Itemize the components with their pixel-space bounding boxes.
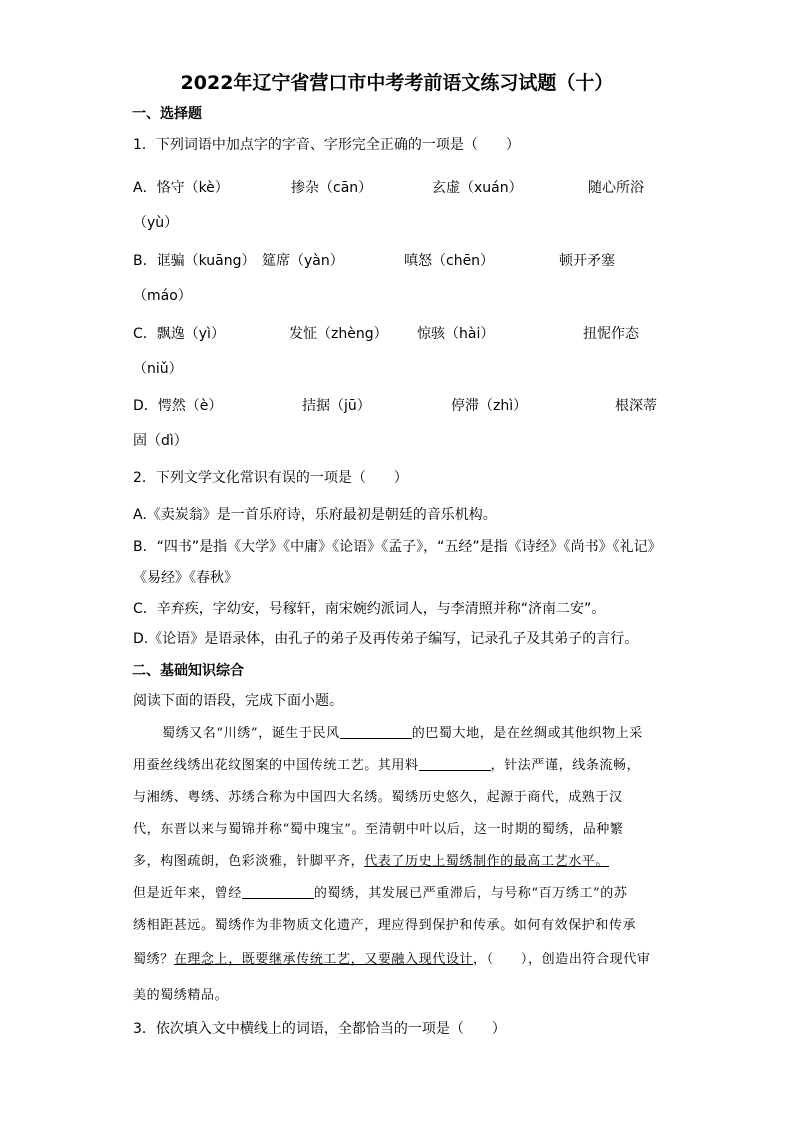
passage-line-6 bbox=[133, 882, 628, 901]
passage-line-8 bbox=[133, 948, 650, 967]
passage-text: 蜀绣又名“川绣”，诞生于民风 bbox=[162, 726, 340, 741]
passage-line-7: 绣相距甚远。蜀绣作为非物质文化遗产，理应得到保护和传承。如何有效保护和传承 bbox=[133, 918, 637, 933]
q1-option-a-2: 掺杂（cān） bbox=[291, 180, 373, 196]
passage-text: 多，构图疏朗，色彩淡雅，针脚平齐， bbox=[133, 854, 365, 869]
q1-option-c-2: 发怔（zhèng） bbox=[289, 326, 388, 342]
q1-option-b-3: 嗔怒（chēn） bbox=[404, 253, 495, 269]
passage-text: 蜀绣？ bbox=[133, 952, 174, 967]
q2-option-c: C．辛弃疾，字幼安，号稼轩，南宋婉约派词人，与李清照并称“济南二安”。 bbox=[133, 601, 606, 617]
fill-blank-1 bbox=[340, 724, 412, 739]
fill-blank-3 bbox=[242, 884, 314, 899]
fill-blank-2 bbox=[419, 756, 491, 771]
q1-option-c-5: （niǔ） bbox=[133, 361, 183, 377]
q1-option-a-3: 玄虚（xuán） bbox=[432, 180, 523, 196]
q1-option-d-4: 根深蒂 bbox=[615, 398, 657, 414]
passage-line-3: 与湘绣、粤绣、苏绣合称为中国四大名绣。蜀绣历史悠久，起源于商代，成熟于汉 bbox=[133, 790, 623, 805]
passage-text: 的巴蜀大地，是在丝绸或其他织物上采 bbox=[411, 726, 643, 741]
question-3-stem: 3．依次填入文中横线上的词语，全都恰当的一项是（ ） bbox=[133, 1021, 506, 1037]
question-1-stem: 1．下列词语中加点字的字音、字形完全正确的一项是（ ） bbox=[133, 137, 520, 153]
q1-option-b-2: 筵席（yàn） bbox=[262, 253, 344, 269]
q1-option-d-2: 拮据（jū） bbox=[302, 398, 371, 414]
q1-option-d-5: 固（dì） bbox=[133, 433, 188, 449]
underlined-sentence: 在理念上，既要继承传统工艺，又要融入现代设计 bbox=[173, 952, 474, 967]
q2-option-a: A.《卖炭翁》是一首乐府诗，乐府最初是朝廷的音乐机构。 bbox=[133, 507, 497, 523]
passage-text: ，针法严谨，线条流畅， bbox=[490, 758, 641, 773]
q1-option-b-4: 顿开矛塞 bbox=[559, 253, 615, 269]
passage-text: 的蜀绣，其发展已严重滞后，与号称“百万绣工”的苏 bbox=[313, 886, 628, 901]
q1-option-d-3: 停滞（zhì） bbox=[451, 398, 528, 414]
underlined-sentence: 代表了历史上蜀绣制作的最高工艺水平。 bbox=[364, 854, 610, 869]
q1-option-b-1: B．诓骗（kuāng） bbox=[133, 253, 256, 269]
q2-option-b-line1: B．“四书”是指《大学》《中庸》《论语》《孟子》，“五经”是指《诗经》《尚书》《礼记》 bbox=[133, 539, 662, 555]
q1-option-a-4: 随心所浴 bbox=[588, 180, 644, 196]
passage-line-4: 代，东晋以来与蜀锦并称“蜀中瑰宝”。至清朝中叶以后，这一时期的蜀绣，品种繁 bbox=[133, 822, 624, 837]
q1-option-c-3: 惊骇（hài） bbox=[417, 326, 495, 342]
passage-text: 但是近年来，曾经 bbox=[133, 886, 242, 901]
q1-option-a-5: （yù） bbox=[133, 215, 179, 231]
question-2-stem: 2．下列文学文化常识有误的一项是（ ） bbox=[133, 470, 408, 486]
section-heading-basics: 二、基础知识综合 bbox=[132, 663, 244, 679]
section-heading-choice: 一、选择题 bbox=[132, 106, 202, 122]
passage-line-9: 美的蜀绣精品。 bbox=[133, 988, 229, 1003]
q2-option-d: D.《论语》是语录体，由孔子的弟子及再传弟子编写，记录孔子及其弟子的言行。 bbox=[133, 631, 639, 647]
q1-option-c-1: C．飘逸（yì） bbox=[133, 326, 225, 342]
q1-option-c-4: 扭怩作态 bbox=[583, 326, 639, 342]
passage-text: ，（ ），创造出符合现代审 bbox=[473, 952, 651, 967]
passage-line-5 bbox=[133, 850, 609, 869]
q1-option-d-1: D．愕然（è） bbox=[133, 398, 223, 414]
q1-option-b-5: （máo） bbox=[133, 288, 192, 304]
passage-text: 用蚕丝线绣出花纹图案的中国传统工艺。其用料 bbox=[133, 758, 419, 773]
reading-instruction: 阅读下面的语段，完成下面小题。 bbox=[133, 693, 343, 709]
q2-option-b-line2: 《易经》《春秋》 bbox=[133, 570, 238, 586]
passage-line-2 bbox=[133, 754, 640, 773]
page-title: 2022年辽宁省营口市中考考前语文练习试题（十） bbox=[180, 72, 614, 94]
passage-line-1 bbox=[162, 722, 643, 741]
q1-option-a-1: A．恪守（kè） bbox=[133, 180, 229, 196]
